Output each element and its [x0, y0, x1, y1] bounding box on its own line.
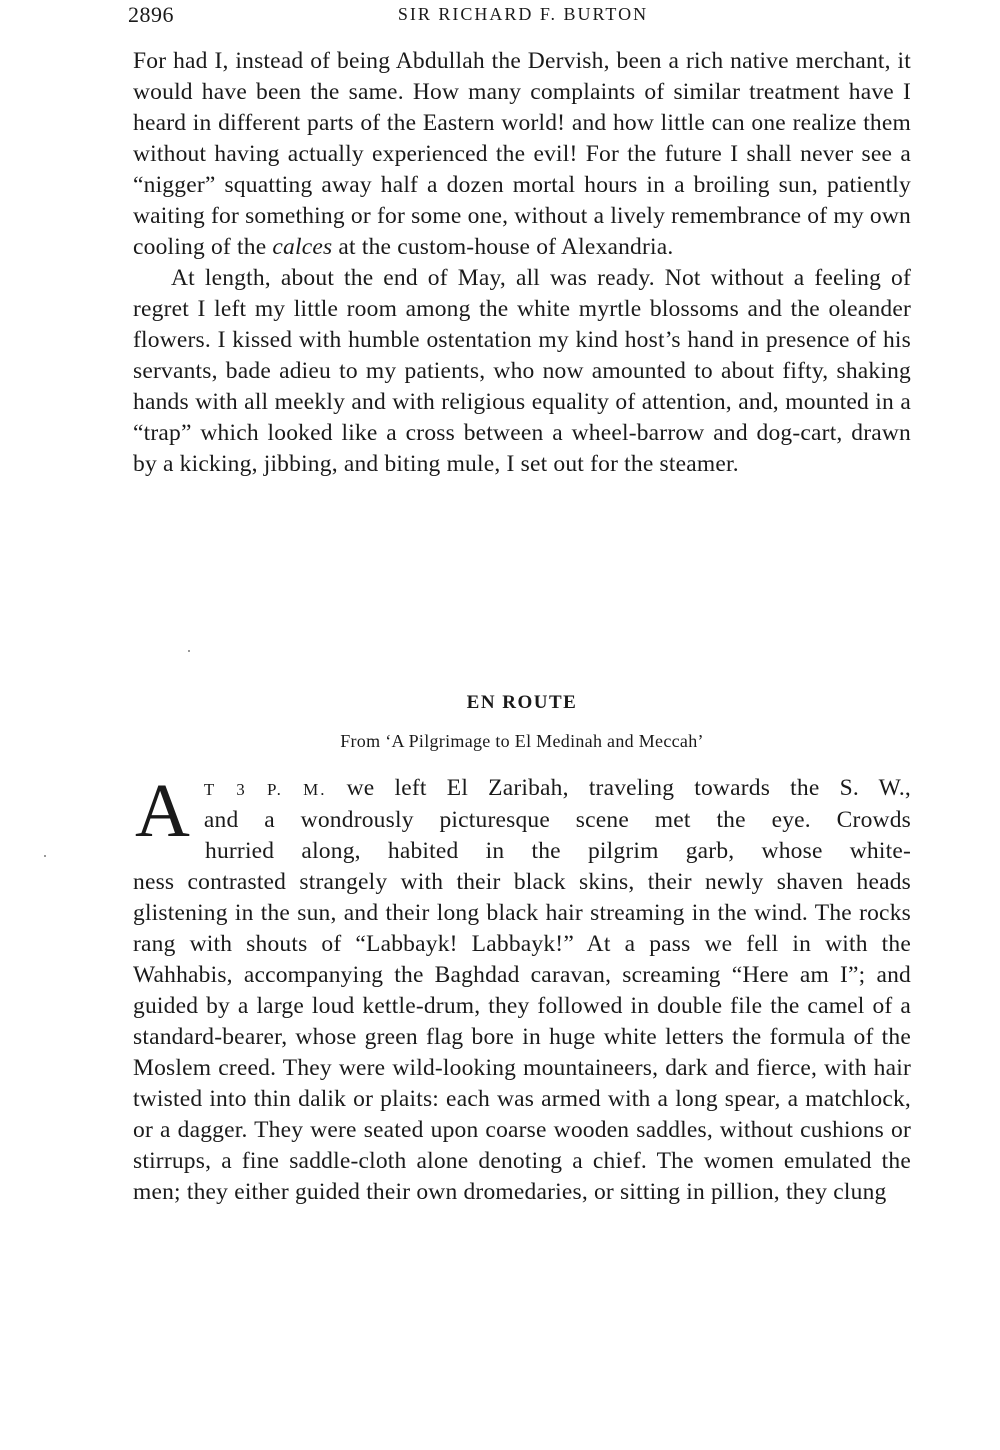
section-en-route	[133, 692, 911, 752]
section-title: EN ROUTE	[466, 692, 578, 713]
scan-speck	[44, 855, 46, 857]
section-subtitle: From ‘A Pilgrimage to El Medinah and Meccah’	[340, 731, 704, 751]
paragraph-departure: At length, about the end of May, all was ready. Not without a feeling of regret I left my little room among the white myrtle blossoms and the oleander flowers. I kissed with humble ostentation my kind host’s hand in presence of his servants, bade adieu to my patients, who now amounted to about fifty, shaking hands with all meekly and with religious equality of attention, and, mounted in a “trap” which looked like a cross between a wheel-barrow and dog-cart, drawn by a kicking, jibbing, and biting mule, I set out for the steamer.	[133, 265, 911, 477]
drop-cap: A	[135, 769, 190, 853]
opening-line-1-text: we left El Zaribah, traveling towards the S. W.,	[326, 775, 911, 801]
scan-speck	[188, 650, 190, 652]
continued-passage	[133, 46, 911, 480]
paragraph-pilgrims: ness contrasted strangely with their black skins, their newly shaven heads glistening in the sun, and their long black hair streaming in the wind. The rocks rang with shouts of “Labbayk! Labbayk!” At a pass we fell in with the Wahhabis, accompanying the Baghdad caravan, screaming “Here am I”; and guided by a large loud kettle-drum, they followed in double file the camel of a standard-bearer, whose green flag bore in huge white letters the formula of the Moslem creed. They were wild-looking mountaineers, dark and fierce, with hair twisted into thin dalik or plaits: each was armed with a long spear, a matchlock, or a dagger. They were seated upon coarse wooden saddles, without cushions or stirrups, a fine saddle-cloth alone denoting a chief. The women emulated the men; they either guided their own dromedaries, or sitting in pillion, they clung	[133, 869, 911, 1205]
page-number: 2896	[128, 2, 174, 27]
running-head: SIR RICHARD F. BURTON	[397, 4, 649, 24]
opening-line-2: and a wondrously picturesque scene met the eye. Crowds	[203, 807, 911, 833]
opening-line-3: hurried along, habited in the pilgrim garb, whose white-	[205, 838, 911, 864]
opening-line-1	[133, 773, 911, 805]
section-body	[133, 769, 911, 1208]
paragraph-text-start: For had I, instead of being Abdullah the Dervish, been a rich native merchant, it would have been the same. How many complaints of similar treatment have I heard in different parts of the Eastern world! and how little can one realize them without having actually experienced the evil! For the future I shall never see a “nigger” squatting away half a dozen mortal hours in a broiling sun, patiently waiting for something or for some one, without a lively remembrance of my own cooling of the	[133, 48, 911, 260]
opening-small-caps: T 3 P. M.	[203, 780, 327, 799]
italic-term: calces	[272, 234, 333, 260]
page-header	[128, 2, 918, 26]
paragraph-text-end: at the custom-house of Alexandria.	[332, 234, 674, 260]
paragraph-custom-house	[133, 46, 911, 263]
